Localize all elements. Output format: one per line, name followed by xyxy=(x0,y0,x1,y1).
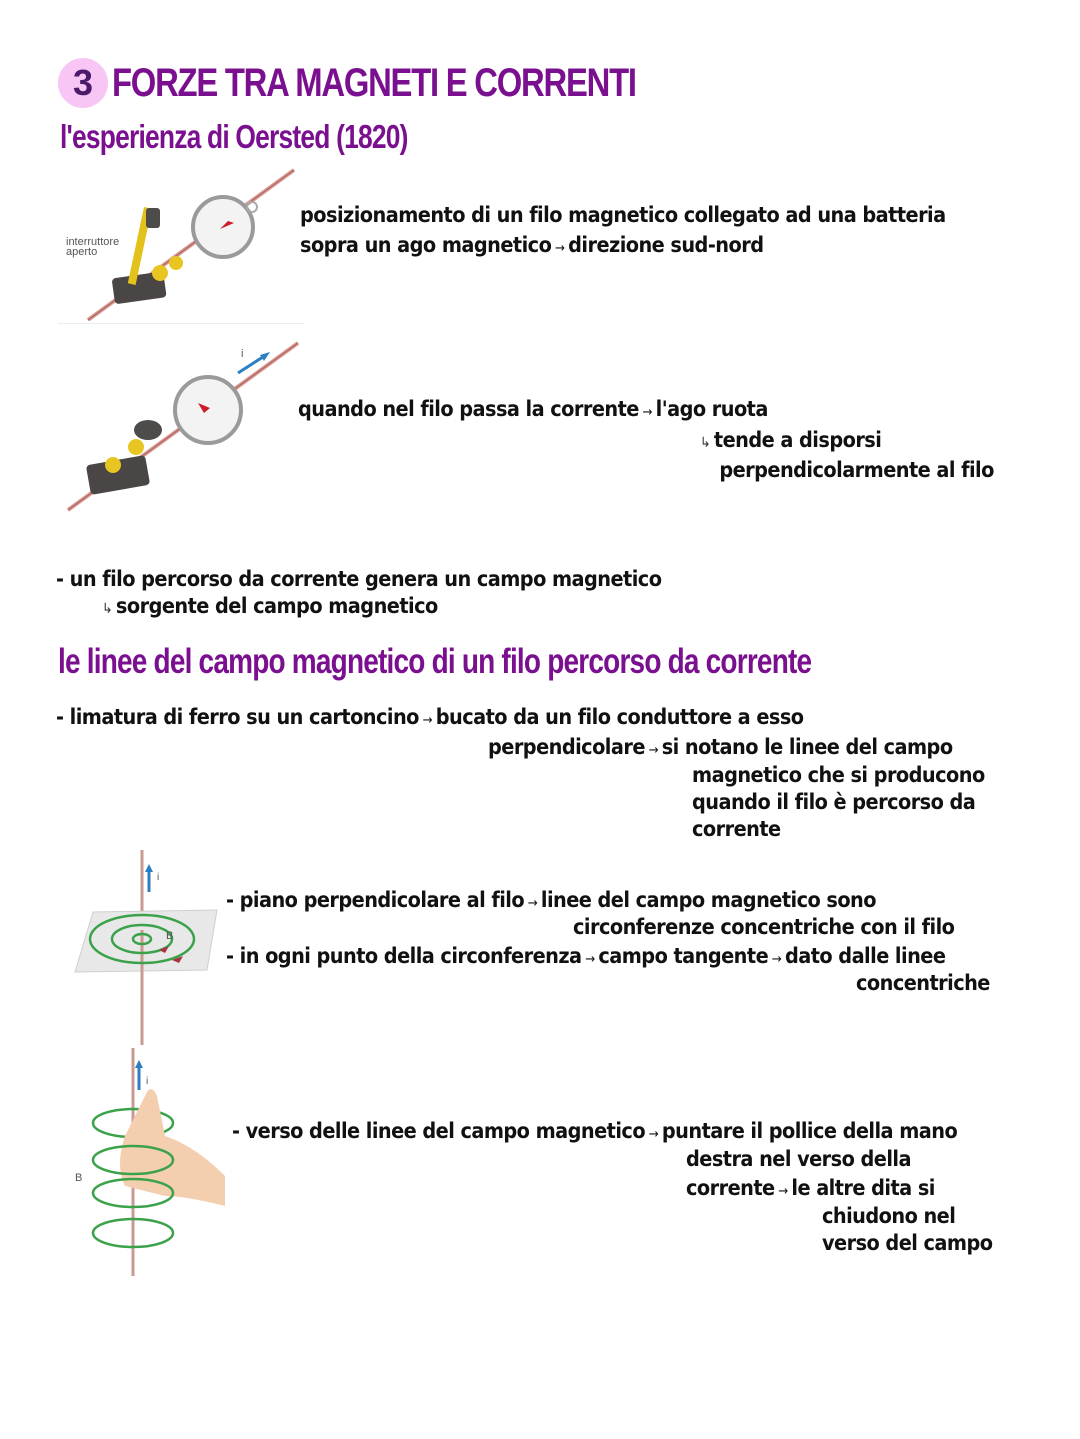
page-title: FORZE TRA MAGNETI E CORRENTI xyxy=(112,60,636,105)
field-vector-label: B xyxy=(166,930,174,942)
note-concentric-circles: circonferenze concentriche con il filo xyxy=(573,915,955,939)
arrow-icon: → xyxy=(422,713,433,728)
arrow-icon: → xyxy=(778,1184,788,1199)
switch-label: interruttore aperto xyxy=(66,236,120,258)
right-hand-illustration xyxy=(65,1048,235,1278)
note-iron-filings: - limatura di ferro su un cartoncino → bucato da un filo conduttore a esso xyxy=(56,705,804,729)
note-concentric-continuation: concentriche xyxy=(856,971,990,995)
note-perpendicular: perpendicolare → si notano le linee del campo xyxy=(488,735,953,759)
arrow-icon: → xyxy=(648,743,659,758)
hook-arrow-icon: ↳ xyxy=(102,601,113,617)
note-current-effect: quando nel filo passa la corrente → l'ago ruota xyxy=(298,397,768,421)
section-header xyxy=(58,58,751,108)
switch-compass-current-illustration xyxy=(58,335,304,515)
arrow-icon: → xyxy=(648,1127,659,1142)
note-right-hand-line3: corrente → le altre dita si xyxy=(686,1176,935,1200)
figure-divider xyxy=(58,323,304,324)
figure-concentric-field-lines xyxy=(65,850,235,1045)
field-vector-label: B xyxy=(75,1172,83,1184)
note-magnetic-source: - un filo percorso da corrente genera un campo magnetico ↳ sorgente del campo magnetico xyxy=(56,567,662,618)
current-label: i xyxy=(146,1076,149,1087)
field-lines-heading: le linee del campo magnetico di un filo percorso da corrente xyxy=(58,642,812,681)
section-subtitle: l'esperienza di Oersted (1820) xyxy=(60,118,408,155)
figure-open-switch-compass xyxy=(58,165,304,321)
arrow-icon: → xyxy=(527,896,538,911)
arrow-icon: → xyxy=(771,952,782,967)
note-needle-orientation: ↳ tende a disporsi perpendicolarmente al filo xyxy=(700,428,994,482)
figure-closed-switch-compass xyxy=(58,335,304,515)
note-right-hand-line2: destra nel verso della xyxy=(686,1147,911,1171)
note-field-lines-continuation: magnetico che si producono quando il filo è percorso da corrente xyxy=(692,763,985,841)
section-number-badge: 3 xyxy=(58,58,108,108)
note-oersted-setup: posizionamento di un filo magnetico collegato ad una batteria sopra un ago magnetico → direzione sud-nord xyxy=(300,203,946,257)
current-label: i xyxy=(241,348,244,360)
arrow-icon: → xyxy=(585,952,595,967)
current-label: i xyxy=(157,872,160,883)
note-right-hand-continuation: chiudono nel verso del campo xyxy=(822,1204,993,1255)
figure-right-hand-rule xyxy=(65,1048,235,1278)
concentric-circles-illustration xyxy=(65,850,235,1045)
note-field-direction: - verso delle linee del campo magnetico → puntare il pollice della mano xyxy=(232,1119,958,1143)
note-tangent-field: - in ogni punto della circonferenza → campo tangente → dato dalle linee xyxy=(226,944,946,968)
arrow-icon: → xyxy=(642,405,652,420)
note-perpendicular-plane: - piano perpendicolare al filo → linee del campo magnetico sono xyxy=(226,888,876,912)
hook-arrow-icon: ↳ xyxy=(700,435,711,451)
arrow-icon: → xyxy=(554,241,565,256)
